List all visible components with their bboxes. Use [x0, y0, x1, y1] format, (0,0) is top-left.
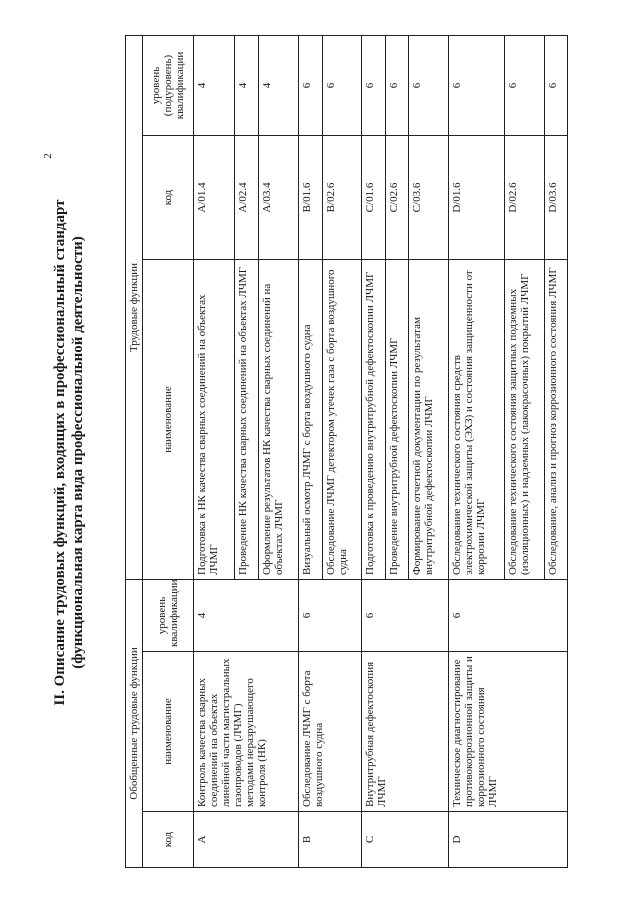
function-code: C/01.6 [362, 135, 385, 259]
function-code: C/03.6 [409, 135, 449, 259]
gen-level-header: уровень квалификации [143, 579, 194, 651]
group-name: Обследование ЛЧМГ с борта воздушного судна [299, 652, 362, 812]
function-code: A/03.4 [258, 135, 299, 259]
function-level: 4 [234, 35, 258, 135]
group-name: Внутритрубная дефектоскопия ЛЧМГ [362, 652, 448, 812]
function-code: B/02.6 [322, 135, 362, 259]
function-code: A/02.4 [234, 135, 258, 259]
group-code: B [299, 812, 362, 868]
function-name: Обследование технического состояния средств электрохимической защиты (ЭХЗ) и состояния защищенности от коррозии ЛЧМГ [448, 259, 504, 579]
function-level: 6 [299, 35, 322, 135]
function-level: 6 [322, 35, 362, 135]
tf-name-header: наименование [143, 259, 194, 579]
tf-code-header: код [143, 135, 194, 259]
function-level: 6 [409, 35, 449, 135]
function-code: D/02.6 [504, 135, 544, 259]
function-name: Формирование отчетной документации по результатам внутритрубной дефектоскопии ЛЧМГ [409, 259, 449, 579]
page-number: 2 [42, 153, 54, 159]
function-code: B/01.6 [299, 135, 322, 259]
function-level: 6 [385, 35, 408, 135]
group-level: 6 [362, 579, 448, 651]
labor-functions-header: Трудовые функции [126, 35, 143, 579]
section-subtitle: (функциональная карта вида профессиональной деятельности) [70, 236, 86, 669]
group-code: A [194, 812, 299, 868]
table-row [448, 35, 504, 867]
function-level: 6 [448, 35, 504, 135]
group-name: Контроль качества сварных соединений на объектах линейной части магистральных газопроводов (ЛЧМГ) методами неразрушающего контроля (НК) [194, 652, 299, 812]
functional-map-table [125, 35, 568, 868]
group-level: 6 [448, 579, 567, 651]
function-name: Оформление результатов НК качества сварных соединений на объектах ЛЧМГ [258, 259, 299, 579]
function-code: D/03.6 [544, 135, 567, 259]
function-name: Подготовка к проведению внутритрубной дефектоскопии ЛЧМГ [362, 259, 385, 579]
function-level: 6 [544, 35, 567, 135]
function-name: Обследование ЛЧМГ детектором утечек газа с борта воздушного судна [322, 259, 362, 579]
function-name: Визуальный осмотр ЛЧМГ с борта воздушного судна [299, 259, 322, 579]
table-row [362, 35, 385, 867]
function-code: C/02.6 [385, 135, 408, 259]
group-level: 6 [299, 579, 362, 651]
group-level: 4 [194, 579, 299, 651]
gen-name-header: наименование [143, 652, 194, 812]
function-name: Обследование технического состояния защитных подземных (изоляционных) и надземных (лакокрасочных) покрытий ЛЧМГ [504, 259, 544, 579]
function-level: 4 [258, 35, 299, 135]
function-name: Подготовка к НК качества сварных соединений на объектах ЛЧМГ [194, 259, 235, 579]
group-code: C [362, 812, 448, 868]
function-code: D/01.6 [448, 135, 504, 259]
function-level: 6 [504, 35, 544, 135]
group-code: D [448, 812, 567, 868]
table-row [299, 35, 322, 867]
function-name: Проведение внутритрубной дефектоскопии ЛЧМГ [385, 259, 408, 579]
function-name: Проведение НК качества сварных соединений на объектах ЛЧМГ [234, 259, 258, 579]
function-name: Обследование, анализ и прогноз коррозионного состояния ЛЧМГ [544, 259, 567, 579]
function-level: 6 [362, 35, 385, 135]
function-level: 4 [194, 35, 235, 135]
group-name: Техническое диагностирование противокоррозионной защиты и коррозионного состояния ЛЧМГ [448, 652, 567, 812]
gen-code-header: код [143, 812, 194, 868]
section-title: II. Описание трудовых функций, входящих в профессиональный стандарт [52, 199, 68, 706]
tf-level-header: уровень (подуровень) квалификации [143, 35, 194, 135]
function-code: A/01.4 [194, 135, 235, 259]
generalized-functions-header: Обобщенные трудовые функции [126, 579, 143, 867]
table-row [194, 35, 235, 867]
